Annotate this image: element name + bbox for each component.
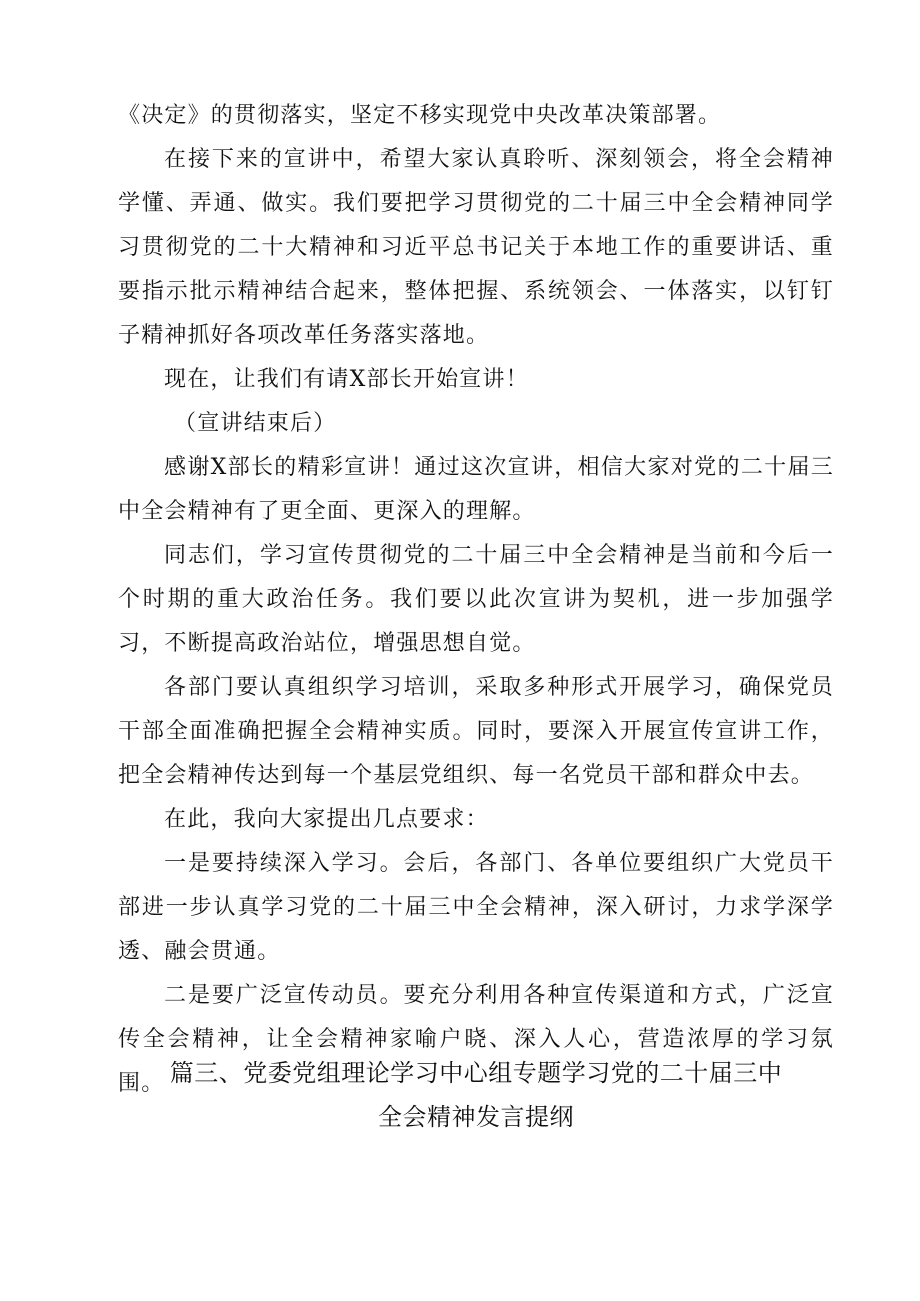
section-heading-line1: 篇三、党委党组理论学习中心组专题学习党的二十届三中 — [169, 1059, 783, 1087]
paragraph-requirement-two: 二是要广泛宣传动员。要充分利用各种宣传渠道和方式，广泛宣传全会精神，让全会精神家喻户晓、深入人心，营造浓厚的学习氛围。 — [118, 983, 834, 1096]
paragraph-requirements-intro: 在此，我向大家提出几点要求： — [164, 807, 489, 832]
paragraph-departments: 各部门要认真组织学习培训，采取多种形式开展学习，确保党员干部全面准确把握全会精神实质。同时，要深入开展宣传宣讲工作，把全会精神传达到每一个基层党组织、每一名党员干部和群众中去。 — [118, 675, 834, 788]
section-heading-line2: 全会精神发言提纲 — [378, 1103, 574, 1131]
paragraph-after-lecture: （宣讲结束后） — [174, 411, 337, 436]
paragraph-thanks: 感谢X部长的精彩宣讲！通过这次宣讲，相信大家对党的二十届三中全会精神有了更全面、更深入的理解。 — [118, 455, 834, 524]
body-text — [118, 94, 834, 1106]
paragraph-requirement-one: 一是要持续深入学习。会后，各部门、各单位要组织广大党员干部进一步认真学习党的二十届三中全会精神，深入研讨，力求学深学透、融会贯通。 — [118, 851, 834, 964]
paragraph-continuation: 《决定》的贯彻落实，坚定不移实现党中央改革决策部署。 — [118, 103, 722, 128]
paragraph-study-spirit: 在接下来的宣讲中，希望大家认真聆听、深刻领会，将全会精神学懂、弄通、做实。我们要把学习贯彻党的二十届三中全会精神同学习贯彻党的二十大精神和习近平总书记关于本地工作的重要讲话、重要指示批示精神结合起来，整体把握、系统领会、一体落实，以钉钉子精神抓好各项改革任务落实落地。 — [118, 147, 834, 348]
paragraph-political-task: 同志们，学习宣传贯彻党的二十届三中全会精神是当前和今后一个时期的重大政治任务。我们要以此次宣讲为契机，进一步加强学习，不断提高政治站位，增强思想自觉。 — [118, 543, 834, 656]
paragraph-invite-speaker: 现在，让我们有请X部长开始宣讲！ — [164, 367, 529, 392]
